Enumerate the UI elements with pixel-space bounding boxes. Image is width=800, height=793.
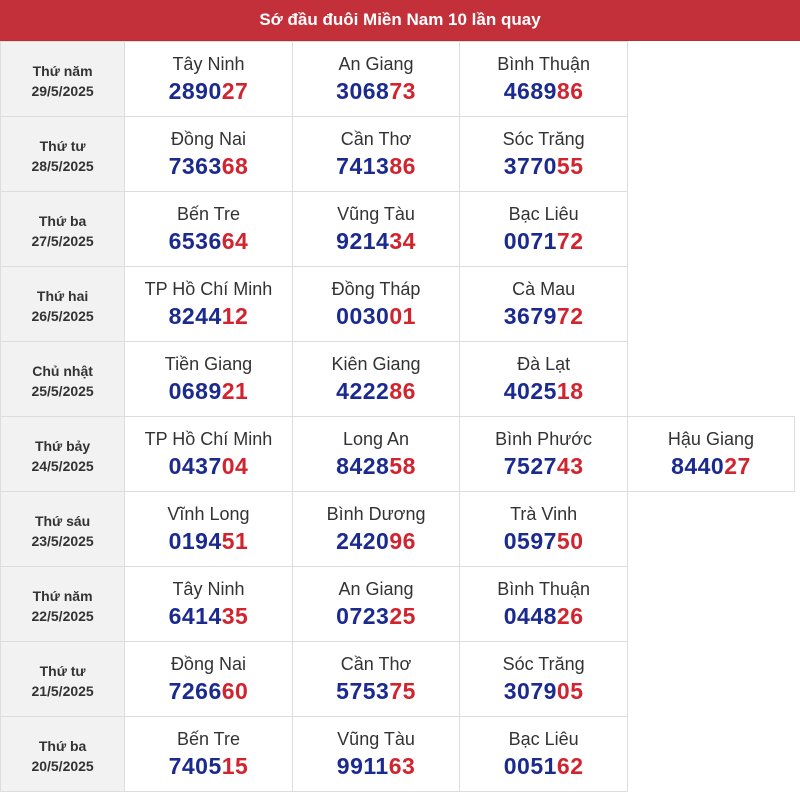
tail-digits: 18 xyxy=(556,378,584,404)
station-name: Bạc Liêu xyxy=(508,729,579,749)
station-cell xyxy=(292,642,460,717)
result-row xyxy=(1,567,795,642)
empty-cell xyxy=(627,567,794,642)
tail-digits: 86 xyxy=(389,378,416,404)
tail-digits: 25 xyxy=(389,603,416,629)
head-digits: 4025 xyxy=(503,378,557,404)
station-name: An Giang xyxy=(338,54,414,74)
result-number xyxy=(460,151,627,181)
tail-digits: 86 xyxy=(556,78,584,104)
empty-cell xyxy=(627,642,794,717)
tail-digits: 73 xyxy=(389,78,416,104)
station-cell xyxy=(292,717,460,792)
result-number xyxy=(125,301,292,331)
head-digits: 7363 xyxy=(168,153,222,179)
station-cell xyxy=(125,642,293,717)
result-number xyxy=(628,451,794,481)
draw-date: 20/5/2025 xyxy=(31,758,94,774)
station-cell xyxy=(125,342,293,417)
result-row xyxy=(1,642,795,717)
empty-cell xyxy=(627,717,794,792)
tail-digits: 72 xyxy=(556,303,584,329)
results-table xyxy=(0,41,795,792)
result-row xyxy=(1,492,795,567)
station-name: Bến Tre xyxy=(176,729,240,749)
station-name: Trà Vinh xyxy=(510,504,578,524)
station-cell xyxy=(460,417,628,492)
station-cell xyxy=(292,492,460,567)
station-name: TP Hồ Chí Minh xyxy=(144,279,273,299)
station-name: Đồng Tháp xyxy=(331,279,421,299)
draw-date: 28/5/2025 xyxy=(31,158,94,174)
result-number xyxy=(293,751,460,781)
result-row xyxy=(1,342,795,417)
head-digits: 0689 xyxy=(168,378,222,404)
result-row xyxy=(1,42,795,117)
result-number xyxy=(293,526,460,556)
station-name: Sóc Trăng xyxy=(502,129,585,149)
head-digits: 4222 xyxy=(336,378,390,404)
station-cell xyxy=(460,117,628,192)
draw-date: 21/5/2025 xyxy=(31,683,94,699)
empty-cell xyxy=(627,342,794,417)
head-digits: 8440 xyxy=(671,453,725,479)
station-cell xyxy=(627,417,794,492)
station-cell xyxy=(292,117,460,192)
result-row xyxy=(1,192,795,267)
station-cell xyxy=(125,567,293,642)
station-cell xyxy=(460,492,628,567)
station-cell xyxy=(125,417,293,492)
result-number xyxy=(293,601,460,631)
station-cell xyxy=(125,717,293,792)
head-digits: 3679 xyxy=(503,303,557,329)
result-number xyxy=(293,151,460,181)
result-number xyxy=(293,301,460,331)
head-digits: 8244 xyxy=(168,303,222,329)
station-name: Tây Ninh xyxy=(172,579,245,599)
draw-date: 25/5/2025 xyxy=(31,383,94,399)
result-row xyxy=(1,717,795,792)
head-digits: 0723 xyxy=(336,603,390,629)
result-number xyxy=(125,451,292,481)
station-cell xyxy=(125,117,293,192)
station-name: Tiền Giang xyxy=(164,354,253,374)
draw-day-cell xyxy=(1,567,125,642)
result-row xyxy=(1,417,795,492)
tail-digits: 62 xyxy=(556,753,584,779)
result-number xyxy=(125,601,292,631)
weekday-label: Thứ sáu xyxy=(34,513,91,529)
weekday-label: Thứ ba xyxy=(38,738,87,754)
results-table-body xyxy=(1,42,795,792)
station-cell xyxy=(460,342,628,417)
head-digits: 7527 xyxy=(503,453,557,479)
station-name: Cần Thơ xyxy=(340,654,412,674)
empty-cell xyxy=(627,267,794,342)
head-digits: 2890 xyxy=(168,78,222,104)
station-name: Bình Thuận xyxy=(497,54,590,74)
head-digits: 7266 xyxy=(168,678,222,704)
result-number xyxy=(293,226,460,256)
weekday-label: Thứ bảy xyxy=(34,438,91,454)
result-number xyxy=(293,676,460,706)
head-digits: 5753 xyxy=(336,678,390,704)
head-digits: 3068 xyxy=(336,78,390,104)
station-name: Vũng Tàu xyxy=(337,204,415,224)
weekday-label: Thứ năm xyxy=(32,63,93,79)
draw-date: 24/5/2025 xyxy=(31,458,94,474)
draw-date: 29/5/2025 xyxy=(31,83,94,99)
result-number xyxy=(460,376,627,406)
tail-digits: 43 xyxy=(556,453,584,479)
head-digits: 0194 xyxy=(168,528,222,554)
station-cell xyxy=(292,192,460,267)
tail-digits: 68 xyxy=(221,153,249,179)
result-number xyxy=(460,301,627,331)
draw-day-cell xyxy=(1,717,125,792)
head-digits: 9911 xyxy=(336,753,389,779)
draw-day-cell xyxy=(1,492,125,567)
station-cell xyxy=(460,267,628,342)
weekday-label: Thứ năm xyxy=(32,588,93,604)
result-number xyxy=(460,226,627,256)
empty-cell xyxy=(627,192,794,267)
head-digits: 4689 xyxy=(503,78,557,104)
station-cell xyxy=(125,267,293,342)
tail-digits: 58 xyxy=(389,453,416,479)
tail-digits: 15 xyxy=(221,753,249,779)
head-digits: 3079 xyxy=(503,678,557,704)
result-number xyxy=(460,526,627,556)
station-name: Tây Ninh xyxy=(172,54,245,74)
draw-date: 23/5/2025 xyxy=(31,533,94,549)
draw-day-cell xyxy=(1,192,125,267)
station-name: Vũng Tàu xyxy=(337,729,415,749)
head-digits: 2420 xyxy=(336,528,390,554)
station-name: Đồng Nai xyxy=(170,654,246,674)
head-digits: 6414 xyxy=(168,603,222,629)
tail-digits: 86 xyxy=(389,153,416,179)
head-digits: 7405 xyxy=(168,753,222,779)
draw-day-cell xyxy=(1,42,125,117)
result-number xyxy=(460,601,627,631)
station-name: Long An xyxy=(343,429,410,449)
result-number xyxy=(460,676,627,706)
station-name: Vĩnh Long xyxy=(167,504,250,524)
station-cell xyxy=(125,192,293,267)
result-number xyxy=(460,76,627,106)
station-cell xyxy=(460,717,628,792)
result-number xyxy=(125,526,292,556)
tail-digits: 21 xyxy=(221,378,249,404)
tail-digits: 64 xyxy=(221,228,249,254)
station-cell xyxy=(460,192,628,267)
draw-date: 26/5/2025 xyxy=(31,308,94,324)
tail-digits: 72 xyxy=(556,228,584,254)
station-cell xyxy=(292,567,460,642)
station-cell xyxy=(460,642,628,717)
result-row xyxy=(1,117,795,192)
head-digits: 0071 xyxy=(503,228,557,254)
tail-digits: 27 xyxy=(221,78,249,104)
head-digits: 0030 xyxy=(336,303,390,329)
draw-day-cell xyxy=(1,117,125,192)
station-name: Cần Thơ xyxy=(340,129,412,149)
tail-digits: 26 xyxy=(556,603,584,629)
draw-day-cell xyxy=(1,342,125,417)
result-number xyxy=(460,751,627,781)
tail-digits: 96 xyxy=(389,528,416,554)
station-cell xyxy=(125,42,293,117)
weekday-label: Thứ hai xyxy=(36,288,89,304)
weekday-label: Thứ ba xyxy=(38,213,87,229)
draw-day-cell xyxy=(1,642,125,717)
head-digits: 7413 xyxy=(336,153,390,179)
result-number xyxy=(125,76,292,106)
tail-digits: 63 xyxy=(388,753,416,779)
station-name: Bạc Liêu xyxy=(508,204,579,224)
result-row xyxy=(1,267,795,342)
station-cell xyxy=(292,267,460,342)
result-number xyxy=(125,151,292,181)
station-cell xyxy=(460,567,628,642)
station-name: Bình Dương xyxy=(326,504,426,524)
station-name: Đà Lạt xyxy=(517,354,571,374)
station-cell xyxy=(460,42,628,117)
result-number xyxy=(293,76,460,106)
result-number xyxy=(125,751,292,781)
station-name: TP Hồ Chí Minh xyxy=(144,429,273,449)
empty-cell xyxy=(627,42,794,117)
tail-digits: 51 xyxy=(221,528,249,554)
station-name: Sóc Trăng xyxy=(502,654,585,674)
head-digits: 0448 xyxy=(503,603,557,629)
weekday-label: Thứ tư xyxy=(39,138,86,154)
tail-digits: 34 xyxy=(389,228,416,254)
station-name: Cà Mau xyxy=(512,279,576,299)
station-cell xyxy=(292,417,460,492)
station-name: Bình Thuận xyxy=(497,579,590,599)
weekday-label: Thứ tư xyxy=(39,663,86,679)
result-number xyxy=(125,376,292,406)
tail-digits: 01 xyxy=(389,303,416,329)
head-digits: 3770 xyxy=(503,153,557,179)
head-digits: 0437 xyxy=(168,453,222,479)
station-cell xyxy=(292,42,460,117)
draw-day-cell xyxy=(1,267,125,342)
station-cell xyxy=(125,492,293,567)
tail-digits: 75 xyxy=(389,678,416,704)
empty-cell xyxy=(627,117,794,192)
result-number xyxy=(293,451,460,481)
head-digits: 8428 xyxy=(336,453,390,479)
result-number xyxy=(293,376,460,406)
station-name: Đồng Nai xyxy=(170,129,246,149)
station-cell xyxy=(292,342,460,417)
result-number xyxy=(125,226,292,256)
table-title: Sớ đầu đuôi Miền Nam 10 lần quay xyxy=(0,0,800,41)
station-name: Kiên Giang xyxy=(331,354,421,374)
station-name: Hậu Giang xyxy=(667,429,754,449)
draw-date: 22/5/2025 xyxy=(31,608,94,624)
head-digits: 0051 xyxy=(503,753,557,779)
station-name: An Giang xyxy=(338,579,414,599)
tail-digits: 12 xyxy=(221,303,249,329)
weekday-label: Chủ nhật xyxy=(32,363,93,379)
tail-digits: 50 xyxy=(556,528,584,554)
tail-digits: 60 xyxy=(221,678,249,704)
head-digits: 6536 xyxy=(168,228,222,254)
head-digits: 9214 xyxy=(336,228,390,254)
tail-digits: 04 xyxy=(221,453,249,479)
tail-digits: 27 xyxy=(724,453,751,479)
draw-date: 27/5/2025 xyxy=(31,233,94,249)
empty-cell xyxy=(627,492,794,567)
tail-digits: 05 xyxy=(556,678,584,704)
result-number xyxy=(460,451,627,481)
result-number xyxy=(125,676,292,706)
draw-day-cell xyxy=(1,417,125,492)
tail-digits: 35 xyxy=(221,603,249,629)
head-digits: 0597 xyxy=(503,528,557,554)
tail-digits: 55 xyxy=(556,153,584,179)
station-name: Bình Phước xyxy=(495,429,593,449)
station-name: Bến Tre xyxy=(176,204,240,224)
